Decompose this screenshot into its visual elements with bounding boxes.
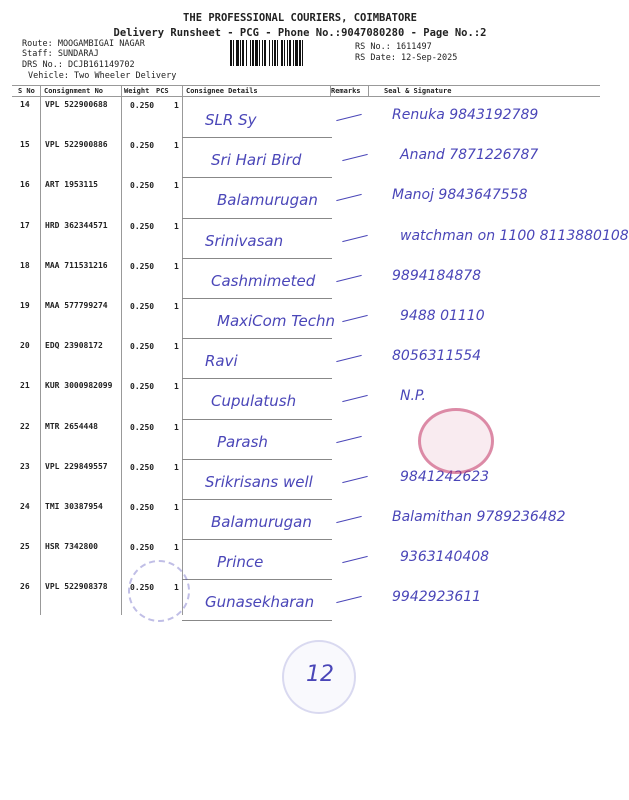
- consignee-handwritten: Balamurugan: [211, 513, 312, 531]
- signature-handwritten: N.P.: [400, 388, 426, 405]
- consignment-number: VPL 229849557: [45, 461, 108, 471]
- col-header-pcs: PCS: [156, 87, 169, 95]
- pcs-value: 1: [174, 583, 179, 593]
- signature-handwritten: 9488 01110: [400, 308, 485, 324]
- remark-tick: [342, 234, 367, 241]
- signature-handwritten: Anand 7871226787: [400, 147, 539, 164]
- remark-tick: [342, 154, 367, 161]
- row-divider: [182, 258, 332, 259]
- consignment-number: EDQ 23908172: [45, 341, 103, 351]
- remark-tick: [336, 435, 361, 442]
- rs-number: RS No.: 1611497: [355, 42, 432, 52]
- remark-tick: [342, 556, 367, 563]
- remark-tick: [342, 476, 367, 483]
- serial-number: 19: [20, 301, 30, 310]
- rs-date: RS Date: 12-Sep-2025: [355, 53, 458, 63]
- weight-value: 0.250: [130, 141, 155, 151]
- pcs-value: 1: [174, 462, 179, 472]
- serial-number: 17: [20, 220, 30, 230]
- column-rule: [40, 85, 41, 615]
- consignment-number: MAA 711531216: [45, 260, 108, 270]
- consignee-handwritten: Prince: [217, 553, 264, 572]
- weight-value: 0.250: [130, 181, 155, 191]
- row-divider: [182, 539, 332, 540]
- row-divider: [182, 579, 332, 580]
- weight-value: 0.250: [130, 422, 155, 432]
- row-divider: [182, 620, 332, 621]
- row-divider: [182, 218, 332, 219]
- row-divider: [182, 419, 332, 420]
- row-divider: [182, 378, 332, 379]
- col-header-signature: Seal & Signature: [384, 87, 452, 95]
- serial-number: 16: [20, 180, 30, 190]
- pcs-value: 1: [174, 261, 179, 271]
- consignment-number: HSR 7342800: [45, 542, 98, 552]
- consignee-handwritten: Srinivasan: [205, 231, 284, 250]
- pcs-value: 1: [174, 382, 179, 392]
- signature-handwritten: 9942923611: [392, 589, 482, 606]
- serial-number: 25: [20, 542, 30, 552]
- pcs-value: 1: [174, 422, 179, 432]
- pcs-value: 1: [174, 503, 179, 512]
- consignment-number: KUR 3000982099: [45, 381, 113, 391]
- remark-tick: [342, 315, 367, 322]
- serial-number: 21: [20, 381, 30, 391]
- consignment-number: VPL 522900688: [45, 100, 108, 109]
- remark-tick: [336, 114, 361, 121]
- consignee-handwritten: MaxiCom Techn: [217, 312, 336, 330]
- remark-tick: [336, 516, 361, 523]
- weight-value: 0.250: [130, 302, 155, 311]
- serial-number: 14: [20, 100, 30, 109]
- serial-number: 26: [20, 582, 30, 592]
- signature-handwritten: watchman on 1100 8113880108: [400, 227, 629, 244]
- weight-value: 0.250: [130, 101, 155, 110]
- col-header-remarks: Remarks: [331, 87, 361, 95]
- signature-handwritten: Manoj 9843647558: [392, 187, 528, 204]
- signature-handwritten: 8056311554: [392, 348, 482, 365]
- consignee-handwritten: Srikrisans well: [205, 472, 313, 491]
- pcs-value: 1: [174, 101, 179, 110]
- barcode: [230, 40, 348, 66]
- weight-value: 0.250: [130, 583, 155, 593]
- serial-number: 15: [20, 140, 30, 150]
- row-divider: [182, 177, 332, 178]
- consignee-handwritten: Cashmimeted: [211, 271, 316, 290]
- signature-handwritten: Balamithan 9789236482: [392, 509, 566, 525]
- table-top-rule: [12, 85, 600, 86]
- serial-number: 24: [20, 502, 30, 511]
- pcs-value: 1: [174, 342, 179, 352]
- column-rule: [182, 85, 183, 615]
- col-header-consignment: Consignment No: [44, 87, 104, 95]
- consignment-number: TMI 30387954: [45, 502, 103, 511]
- weight-value: 0.250: [130, 462, 155, 472]
- staff-label: Staff: SUNDARAJ: [22, 49, 99, 59]
- page-number-mark: 12: [306, 662, 334, 687]
- pcs-value: 1: [174, 302, 179, 311]
- weight-value: 0.250: [130, 503, 155, 512]
- signature-handwritten: 9894184878: [392, 267, 482, 284]
- row-divider: [182, 298, 332, 299]
- weight-value: 0.250: [130, 221, 155, 231]
- signature-handwritten: Renuka 9843192789: [392, 107, 539, 123]
- drs-number: DRS No.: DCJB161149702: [22, 60, 135, 70]
- consignee-handwritten: Gunasekharan: [205, 593, 315, 612]
- serial-number: 23: [20, 461, 30, 471]
- column-rule: [121, 85, 122, 615]
- consignment-number: MAA 577799274: [45, 301, 108, 310]
- remark-tick: [342, 395, 367, 402]
- vehicle-label: Vehicle: Two Wheeler Delivery: [28, 71, 177, 81]
- consignment-number: VPL 522908378: [45, 582, 108, 592]
- consignee-handwritten: Balamurugan: [217, 191, 318, 210]
- signature-handwritten: 9841242623: [400, 468, 490, 485]
- header-bottom-rule: [12, 96, 600, 97]
- weight-value: 0.250: [130, 342, 155, 352]
- serial-number: 18: [20, 260, 30, 270]
- consignee-handwritten: Ravi: [205, 352, 238, 371]
- col-header-weight: Weight: [124, 87, 150, 95]
- consignment-number: MTR 2654448: [45, 421, 98, 431]
- document-subtitle: Delivery Runsheet - PCG - Phone No.:9047080280 - Page No.:2: [113, 27, 487, 39]
- pcs-value: 1: [174, 221, 179, 231]
- document-title: THE PROFESSIONAL COURIERS, COIMBATORE: [183, 12, 417, 24]
- remark-tick: [336, 355, 361, 362]
- col-header-consignee: Consignee Details: [186, 87, 258, 95]
- column-rule: [368, 85, 369, 97]
- serial-number: 20: [20, 341, 30, 351]
- consignment-number: ART 1953115: [45, 180, 98, 190]
- pcs-value: 1: [174, 181, 179, 191]
- row-divider: [182, 338, 332, 339]
- company-seal-stamp: [418, 408, 494, 474]
- serial-number: 22: [20, 421, 30, 431]
- consignment-number: HRD 362344571: [45, 220, 108, 230]
- consignee-handwritten: Cupulatush: [211, 392, 297, 411]
- consignment-number: VPL 522900886: [45, 140, 108, 150]
- consignee-handwritten: SLR Sy: [205, 111, 257, 129]
- row-divider: [182, 499, 332, 500]
- pcs-value: 1: [174, 141, 179, 151]
- remark-tick: [336, 275, 361, 282]
- row-divider: [182, 137, 332, 138]
- route-label: Route: MOOGAMBIGAI NAGAR: [22, 39, 145, 49]
- weight-value: 0.250: [130, 382, 155, 392]
- consignee-handwritten: Parash: [217, 432, 268, 451]
- weight-value: 0.250: [130, 543, 155, 553]
- faded-seal-stamp: [128, 560, 190, 622]
- weight-value: 0.250: [130, 261, 155, 271]
- row-divider: [182, 459, 332, 460]
- consignee-handwritten: Sri Hari Bird: [211, 151, 302, 170]
- remark-tick: [336, 194, 361, 201]
- col-header-sno: S No: [18, 87, 35, 95]
- signature-handwritten: 9363140408: [400, 549, 490, 566]
- remark-tick: [336, 596, 361, 603]
- pcs-value: 1: [174, 543, 179, 553]
